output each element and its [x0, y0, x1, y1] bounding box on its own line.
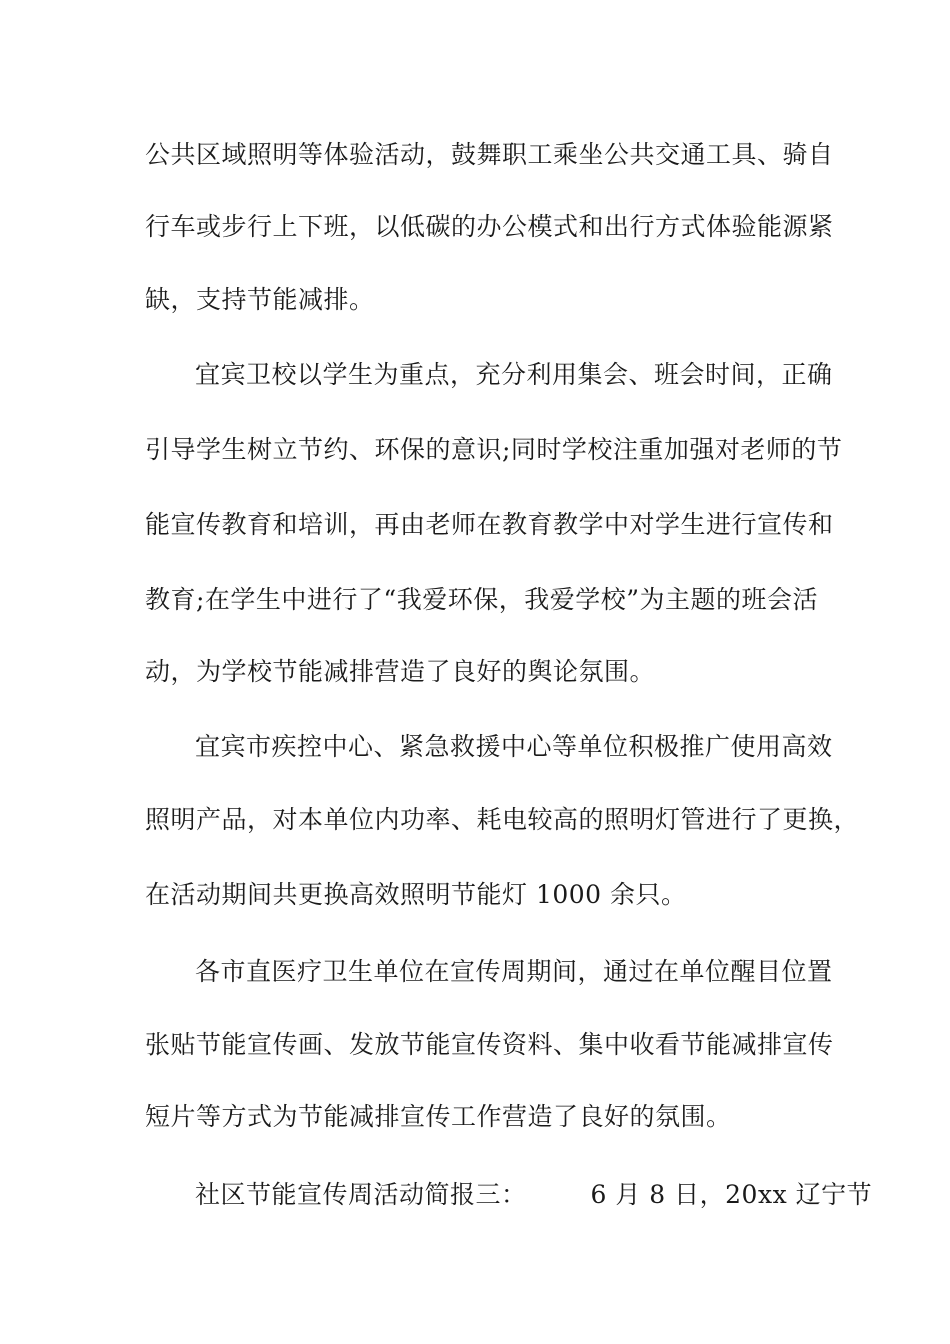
paragraph-line: 照明产品，对本单位内功率、耗电较高的照明灯管进行了更换， — [145, 805, 860, 834]
paragraph-line: 动，为学校节能减排营造了良好的舆论氛围。 — [145, 657, 656, 686]
paragraph-line: 各市直医疗卫生单位在宣传周期间，通过在单位醒目位置 — [195, 957, 833, 986]
paragraph-line: 能宣传教育和培训，再由老师在教育教学中对学生进行宣传和 — [145, 510, 834, 539]
paragraph-line: 缺，支持节能减排。 — [145, 285, 375, 314]
paragraph-line: 引导学生树立节约、环保的意识;同时学校注重加强对老师的节 — [145, 435, 843, 464]
paragraph-line: 宜宾卫校以学生为重点，充分利用集会、班会时间，正确 — [195, 360, 833, 389]
paragraph-line: 张贴节能宣传画、发放节能宣传资料、集中收看节能减排宣传 — [145, 1030, 834, 1059]
paragraph-line: 宜宾市疾控中心、紧急救援中心等单位积极推广使用高效 — [195, 732, 833, 761]
paragraph-line: 社区节能宣传周活动简报三： 6 月 8 日，20xx 辽宁节 — [195, 1180, 873, 1209]
paragraph-line: 在活动期间共更换高效照明节能灯 1000 余只。 — [145, 880, 687, 909]
paragraph-line: 教育;在学生中进行了“我爱环保，我爱学校”为主题的班会活 — [145, 585, 818, 614]
paragraph-line: 短片等方式为节能减排宣传工作营造了良好的氛围。 — [145, 1102, 732, 1131]
paragraph-line: 行车或步行上下班，以低碳的办公模式和出行方式体验能源紧 — [145, 212, 834, 241]
paragraph-line: 公共区域照明等体验活动，鼓舞职工乘坐公共交通工具、骑自 — [145, 140, 834, 169]
